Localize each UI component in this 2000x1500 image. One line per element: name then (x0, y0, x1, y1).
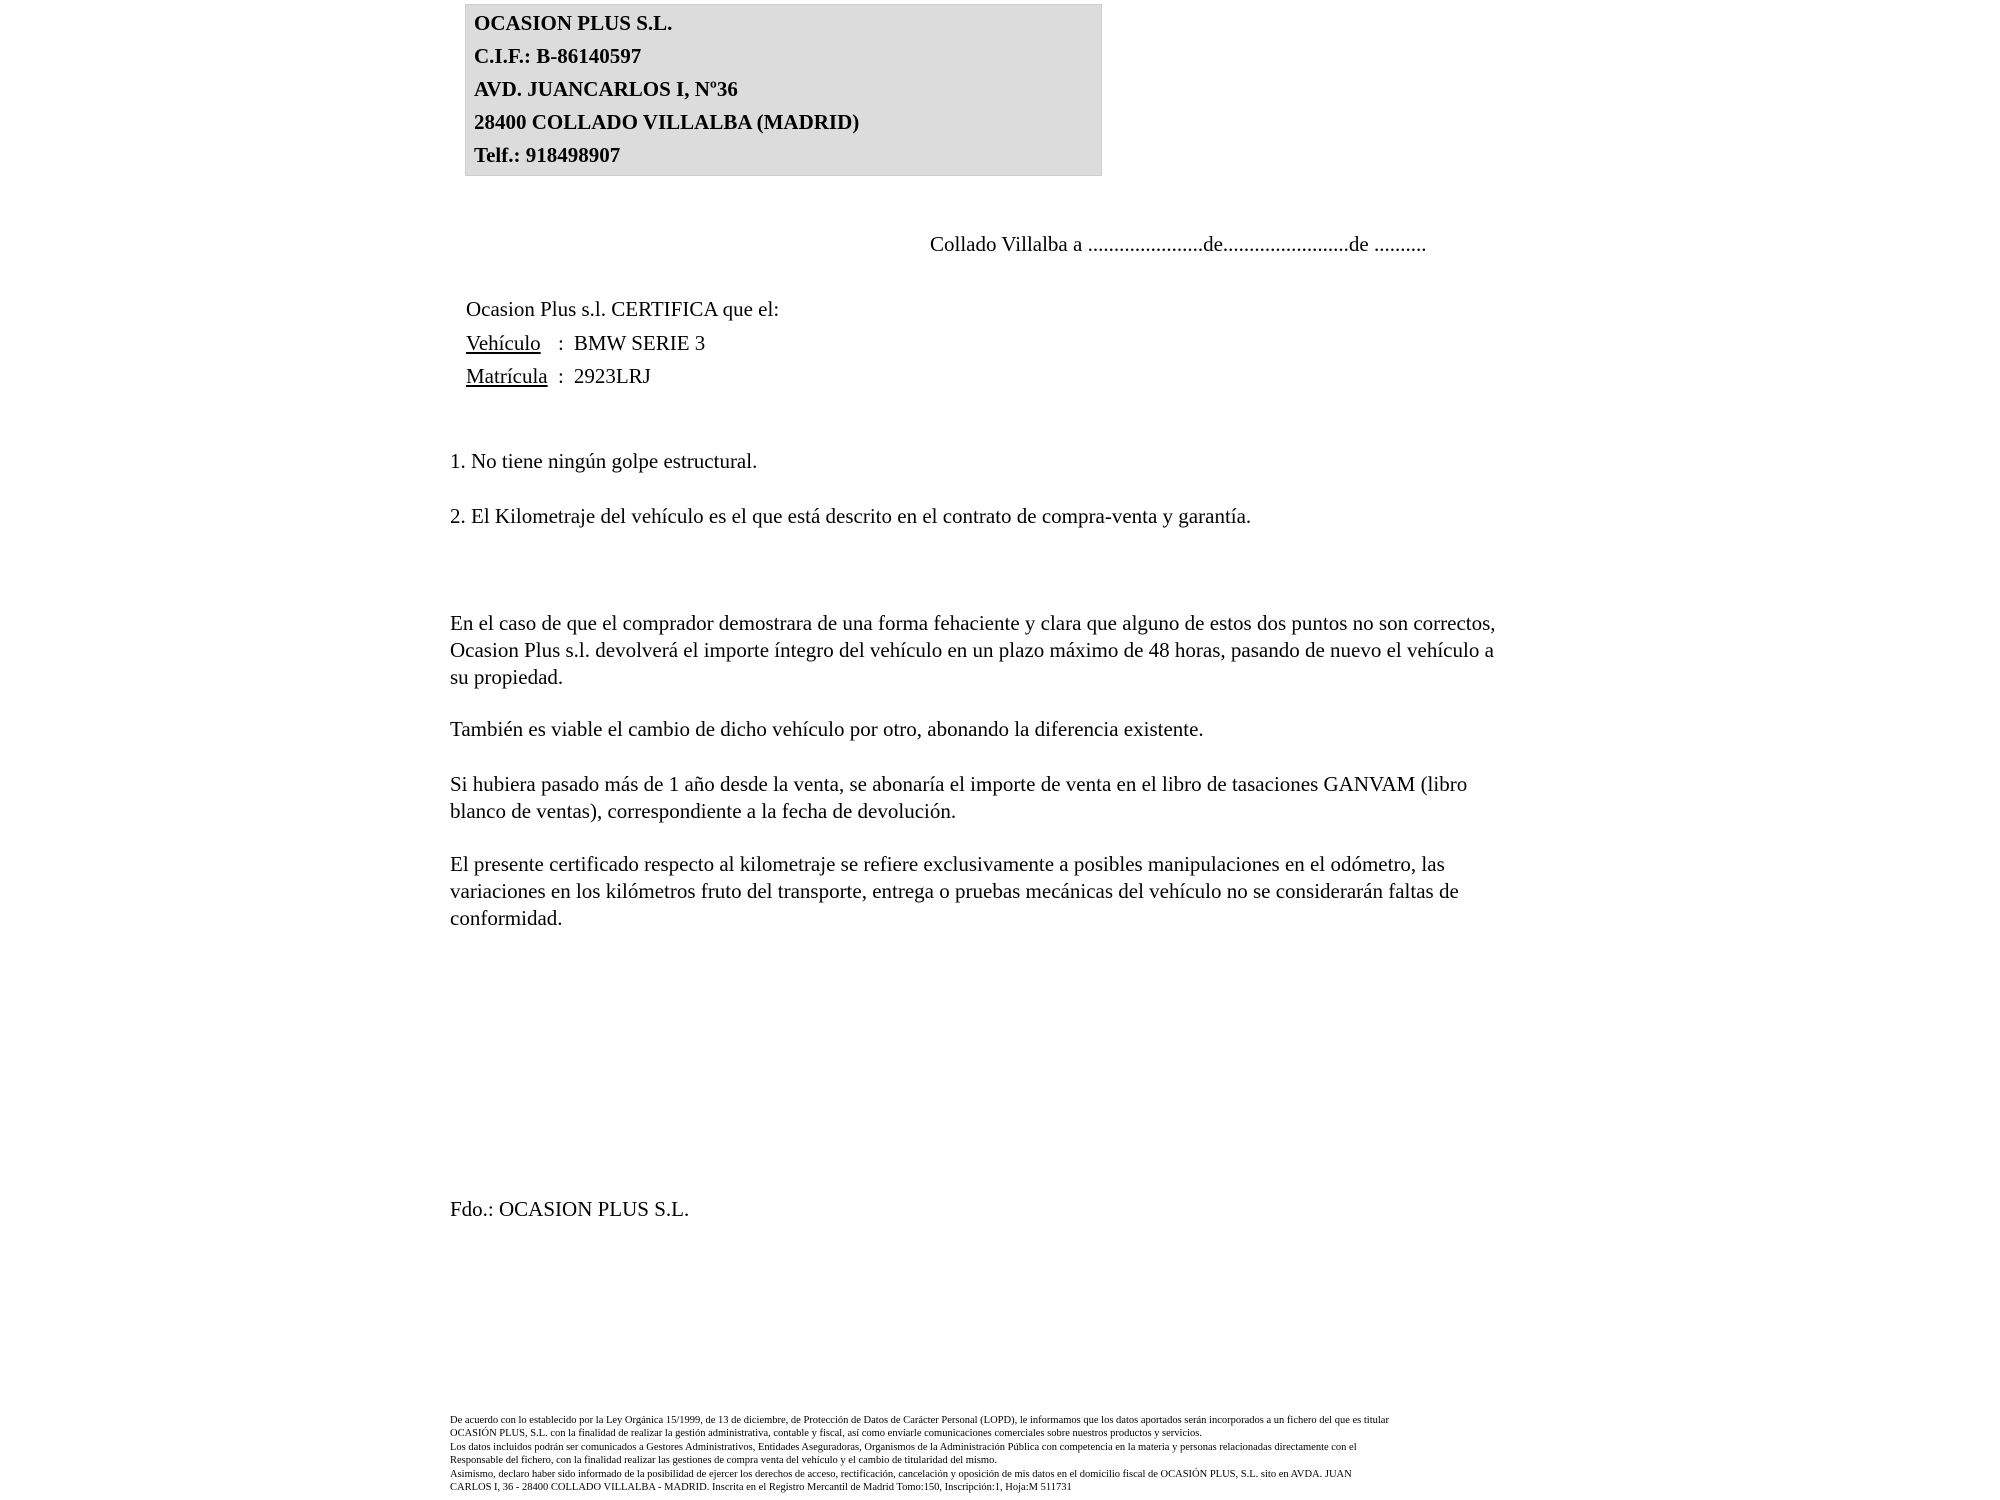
footer-line-data-sharing: Los datos incluidos podrán ser comunicados a Gestores Administrativos, Entidades Aseguradoras, Organismos de la Administración Pública con competencia en la materia y personas relacionadas directamente con el (450, 1441, 1357, 1453)
company-header-box (465, 4, 1102, 176)
clause-mileage: 2. El Kilometraje del vehículo es el que está descrito en el contrato de compra-venta y garantía. (450, 504, 1252, 528)
vehicle-row (466, 330, 705, 357)
vehicle-colon: : (558, 331, 564, 355)
company-address: AVD. JUANCARLOS I, Nº36 (474, 77, 738, 101)
company-city-postcode: 28400 COLLADO VILLALBA (MADRID) (474, 110, 860, 134)
paragraph-exchange-option: También es viable el cambio de dicho vehículo por otro, abonando la diferencia existente. (450, 717, 1204, 741)
vehicle-label (466, 330, 558, 357)
footer-line-lopd: De acuerdo con lo establecido por la Ley Orgánica 15/1999, de 13 de diciembre, de Protección de Datos de Carácter Personal (LOPD), le informamos que los datos aportados serán incorporados a un fichero del que es titular (450, 1415, 1389, 1426)
company-phone: Telf.: 918498907 (474, 143, 621, 167)
paragraph-refund-terms: En el caso de que el comprador demostrara de una forma fehaciente y clara que alguno de estos dos puntos no son correctos, Ocasion Plus s.l. devolverá el importe íntegro del vehículo en un plazo máximo de 48 horas, pasando de nuevo el vehículo a su propiedad. (450, 611, 1496, 689)
vehicle-value: BMW SERIE 3 (573, 331, 706, 355)
signature-line: Fdo.: OCASION PLUS S.L. (450, 1197, 690, 1221)
plate-value: 2923LRJ (573, 364, 651, 388)
paragraph-odometer-disclaimer: El presente certificado respecto al kilometraje se refiere exclusivamente a posibles manipulaciones en el odómetro, las variaciones en los kilómetros fruto del transporte, entrega o pruebas mecánicas del vehículo no se considerarán faltas de conformidad. (450, 852, 1459, 930)
certification-intro: Ocasion Plus s.l. CERTIFICA que el: (466, 297, 780, 321)
plate-label-text: Matrícula (466, 364, 548, 388)
footer-line-rights: Asimismo, declaro haber sido informado de la posibilidad de ejercer los derechos de acceso, rectificación, cancelación y oposición de mis datos en el domicilio fiscal de OCASIÓN PLUS, S.L. sito en AVDA. JUAN (450, 1468, 1352, 1480)
plate-label (466, 363, 558, 390)
footer-line-registry: CARLOS I, 36 - 28400 COLLADO VILLALBA - MADRID. Inscrita en el Registro Mercantil de Madrid Tomo:150, Inscripción:1, Hoja:M 511731 (450, 1482, 1072, 1494)
plate-colon: : (558, 364, 564, 388)
company-name: OCASION PLUS S.L. (474, 11, 673, 35)
plate-row (466, 363, 651, 390)
footer-line-purpose: OCASIÓN PLUS, S.L. con la finalidad de realizar la gestión administrativa, contable y fiscal, así como enviarle comunicaciones comerciales sobre nuestros productos y servicios. (450, 1428, 1202, 1440)
vehicle-label-text: Vehículo (466, 331, 541, 355)
clause-structural-damage: 1. No tiene ningún golpe estructural. (450, 449, 758, 473)
company-cif: C.I.F.: B-86140597 (474, 44, 642, 68)
footer-line-responsible: Responsable del fichero, con la finalidad realizar las gestiones de compra venta del vehículo y el cambio de titularidad del mismo. (450, 1455, 997, 1467)
footer-legal-text (450, 1414, 1950, 1494)
date-place-line: Collado Villalba a ......................de........................de .......... (930, 232, 1427, 256)
paragraph-ganvam-valuation: Si hubiera pasado más de 1 año desde la venta, se abonaría el importe de venta en el libro de tasaciones GANVAM (libro blanco de ventas), correspondiente a la fecha de devolución. (450, 772, 1468, 823)
